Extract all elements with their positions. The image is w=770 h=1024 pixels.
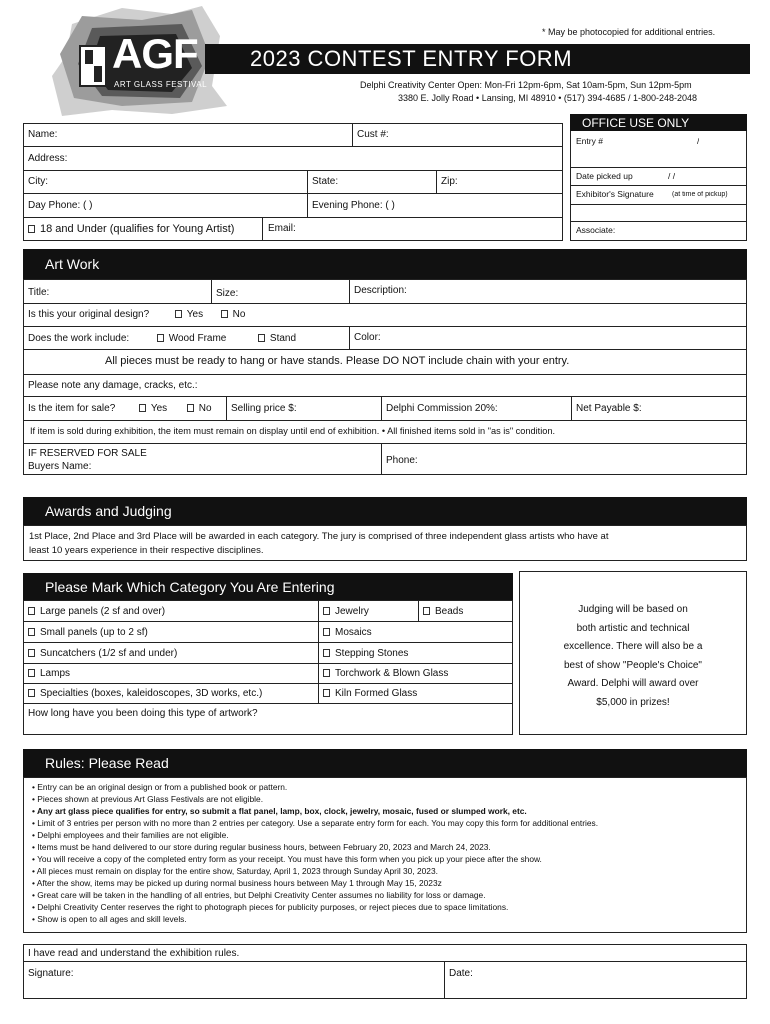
buyer-phone-field[interactable]: Phone: [386, 455, 418, 466]
rules-header: Rules: Please Read [23, 749, 747, 777]
awards-text-line1: 1st Place, 2nd Place and 3rd Place will be awarded in each category. The jury is comprised of three independent glass artists who have at [29, 531, 609, 542]
rule-item: • Delphi Creativity Center reserves the right to photograph pieces for publicity purposes, or reject pieces due to space limitations. [32, 902, 509, 912]
for-sale-no-label: No [198, 403, 212, 414]
art-work-header: Art Work [23, 249, 747, 279]
category-torchwork[interactable] [319, 668, 448, 679]
office-use-title: OFFICE USE ONLY [582, 116, 690, 130]
judging-line: best of show "People's Choice" [564, 659, 702, 671]
entry-slash: / [697, 137, 700, 146]
original-yes-label: Yes [186, 309, 204, 320]
photocopy-note: * May be photocopied for additional entries. [542, 27, 716, 37]
judging-line: $5,000 in prizes! [596, 696, 670, 708]
sold-notice: If item is sold during exhibition, the item must remain on display until end of exhibition. • All finished items sold in "as is" condition. [30, 426, 556, 436]
rule-item: • Show is open to all ages and skill levels. [32, 914, 187, 924]
category-beads[interactable] [419, 606, 463, 617]
category-beads-label: Beads [435, 606, 464, 617]
signature-field[interactable]: Signature: [28, 968, 74, 979]
wood-frame-label: Wood Frame [168, 333, 227, 344]
category-suncatchers[interactable] [24, 648, 177, 659]
checkbox-icon[interactable] [28, 607, 35, 615]
agreement-text: I have read and understand the exhibition rules. [28, 948, 240, 959]
rule-item: • All pieces must remain on display for the entire show, Saturday, April 1, 2023 through Sunday April 30, 2023. [32, 866, 438, 876]
address-field[interactable]: Address: [28, 153, 68, 164]
day-phone-field[interactable]: Day Phone: ( ) [28, 200, 93, 211]
category-large-panels-label: Large panels (2 sf and over) [40, 606, 166, 617]
original-design-question [24, 309, 245, 320]
checkbox-icon[interactable] [28, 628, 35, 636]
address-line: 3380 E. Jolly Road • Lansing, MI 48910 • (517) 394-4685 / 1-800-248-2048 [398, 93, 697, 103]
checkbox-icon[interactable] [28, 689, 35, 697]
location-line: Delphi Creativity Center Open: Mon-Fri 12pm-6pm, Sat 10am-5pm, Sun 12pm-5pm [360, 80, 692, 90]
awards-text-line2: least 10 years experience in their respective disciplines. [29, 545, 264, 556]
net-payable-field[interactable]: Net Payable $: [576, 403, 642, 414]
date-picked-up-field[interactable]: Date picked up [576, 172, 633, 181]
original-no-checkbox[interactable] [221, 310, 228, 318]
young-artist-label: 18 and Under (qualifies for Young Artist) [40, 223, 235, 235]
category-small-panels[interactable] [24, 627, 148, 638]
original-no-label: No [232, 309, 246, 320]
title-field[interactable]: Title: [28, 287, 50, 298]
for-sale-yes-label: Yes [150, 403, 168, 414]
rule-item: • Any art glass piece qualifies for entry, so submit a flat panel, lamp, box, clock, jewelry, mosaic, fused or slumped work, etc. [32, 806, 527, 816]
email-field[interactable]: Email: [268, 223, 296, 234]
rule-item: • After the show, items may be picked up during normal business hours between May 1 through May 15, 2023z [32, 878, 442, 888]
exhibitor-signature-field[interactable]: Exhibitor's Signature [576, 190, 654, 199]
work-include-label: Does the work include: [28, 333, 130, 344]
name-field[interactable]: Name: [28, 129, 58, 140]
commission-field[interactable]: Delphi Commission 20%: [386, 403, 498, 414]
hang-notice: All pieces must be ready to hang or have stands. Please DO NOT include chain with your entry. [105, 355, 570, 367]
for-sale-no-checkbox[interactable] [187, 404, 194, 412]
checkbox-icon[interactable] [323, 628, 330, 636]
checkbox-icon[interactable] [28, 649, 35, 657]
category-suncatchers-label: Suncatchers (1/2 sf and under) [40, 648, 178, 659]
work-include-question [24, 333, 296, 344]
for-sale-label: Is the item for sale? [28, 403, 116, 414]
original-yes-checkbox[interactable] [175, 310, 182, 318]
category-lamps-label: Lamps [40, 668, 71, 679]
category-jewelry-label: Jewelry [335, 606, 369, 617]
cust-number-field[interactable]: Cust #: [357, 129, 389, 140]
rule-item: • Limit of 3 entries per person with no more than 2 entries per category. Use a separate entry form for each. You may copy this form for additional entries. [32, 818, 599, 828]
entry-number-field[interactable]: Entry # [576, 137, 603, 146]
judging-line: Award. Delphi will award over [567, 678, 699, 690]
buyers-name-field[interactable]: Buyers Name: [28, 461, 92, 472]
category-stepping-stones[interactable] [319, 648, 408, 659]
reserved-label: IF RESERVED FOR SALE [28, 448, 147, 459]
rule-item: • Items must be hand delivered to our store during regular business hours, between February 20, 2023 and March 24, 2023. [32, 842, 491, 852]
checkbox-icon[interactable] [323, 607, 330, 615]
category-large-panels[interactable] [24, 606, 165, 617]
category-mosaics[interactable] [319, 627, 372, 638]
description-field[interactable]: Description: [354, 285, 407, 296]
category-specialties-label: Specialties (boxes, kaleidoscopes, 3D works, etc.) [40, 688, 263, 699]
city-field[interactable]: City: [28, 176, 48, 187]
form-title: 2023 CONTEST ENTRY FORM [250, 46, 573, 71]
for-sale-question [24, 403, 212, 414]
pickup-time-note: (at time of pickup) [672, 191, 728, 198]
logo-subtitle: ART GLASS FESTIVAL [114, 80, 208, 89]
damage-field[interactable]: Please note any damage, cracks, etc.: [28, 380, 198, 391]
checkbox-icon[interactable] [423, 607, 430, 615]
category-stepping-stones-label: Stepping Stones [335, 648, 409, 659]
date-slashes: / / [668, 172, 676, 181]
category-torchwork-label: Torchwork & Blown Glass [335, 668, 449, 679]
young-artist-checkbox[interactable] [24, 223, 234, 235]
judging-line: Judging will be based on [578, 604, 688, 615]
category-small-panels-label: Small panels (up to 2 sf) [40, 627, 148, 638]
stand-checkbox[interactable] [258, 334, 265, 342]
category-lamps[interactable] [24, 668, 70, 679]
associate-field[interactable]: Associate: [576, 226, 616, 235]
selling-price-field[interactable]: Selling price $: [231, 403, 297, 414]
checkbox-icon[interactable] [28, 225, 35, 233]
checkbox-icon[interactable] [323, 689, 330, 697]
rule-item: • Pieces shown at previous Art Glass Festivals are not eligible. [32, 794, 264, 804]
size-field[interactable]: Size: [216, 288, 239, 299]
zip-field[interactable]: Zip: [441, 176, 458, 187]
judging-line: both artistic and technical [576, 622, 690, 634]
wood-frame-checkbox[interactable] [157, 334, 164, 342]
rule-item: • Entry can be an original design or from a published book or pattern. [32, 782, 288, 792]
evening-phone-field[interactable]: Evening Phone: ( ) [312, 200, 395, 211]
rule-item: • You will receive a copy of the completed entry form as your receipt. You must have this form when you pick up your piece after the show. [32, 854, 542, 864]
for-sale-yes-checkbox[interactable] [139, 404, 146, 412]
rule-item: • Delphi employees and their families are not eligible. [32, 830, 229, 840]
experience-field[interactable]: How long have you been doing this type of artwork? [28, 708, 258, 719]
category-specialties[interactable] [24, 688, 262, 699]
original-design-label: Is this your original design? [28, 309, 150, 320]
state-field[interactable]: State: [312, 176, 339, 187]
date-field[interactable]: Date: [449, 968, 473, 979]
judging-text [519, 601, 747, 713]
judging-line: excellence. There will also be a [563, 641, 703, 653]
awards-header: Awards and Judging [23, 497, 747, 525]
category-header: Please Mark Which Category You Are Entering [23, 573, 513, 600]
checkbox-icon[interactable] [323, 649, 330, 657]
stand-label: Stand [269, 333, 297, 344]
category-jewelry[interactable] [319, 606, 369, 617]
checkbox-icon[interactable] [323, 669, 330, 677]
checkbox-icon[interactable] [28, 669, 35, 677]
category-mosaics-label: Mosaics [335, 627, 372, 638]
logo-letters: AGF [112, 30, 198, 77]
category-kiln-formed[interactable] [319, 688, 417, 699]
rule-item: • Great care will be taken in the handling of all entries, but Delphi Creativity Center assumes no liability for loss or damage. [32, 890, 486, 900]
category-kiln-formed-label: Kiln Formed Glass [335, 688, 418, 699]
logo [52, 6, 230, 118]
color-field[interactable]: Color: [354, 332, 381, 343]
